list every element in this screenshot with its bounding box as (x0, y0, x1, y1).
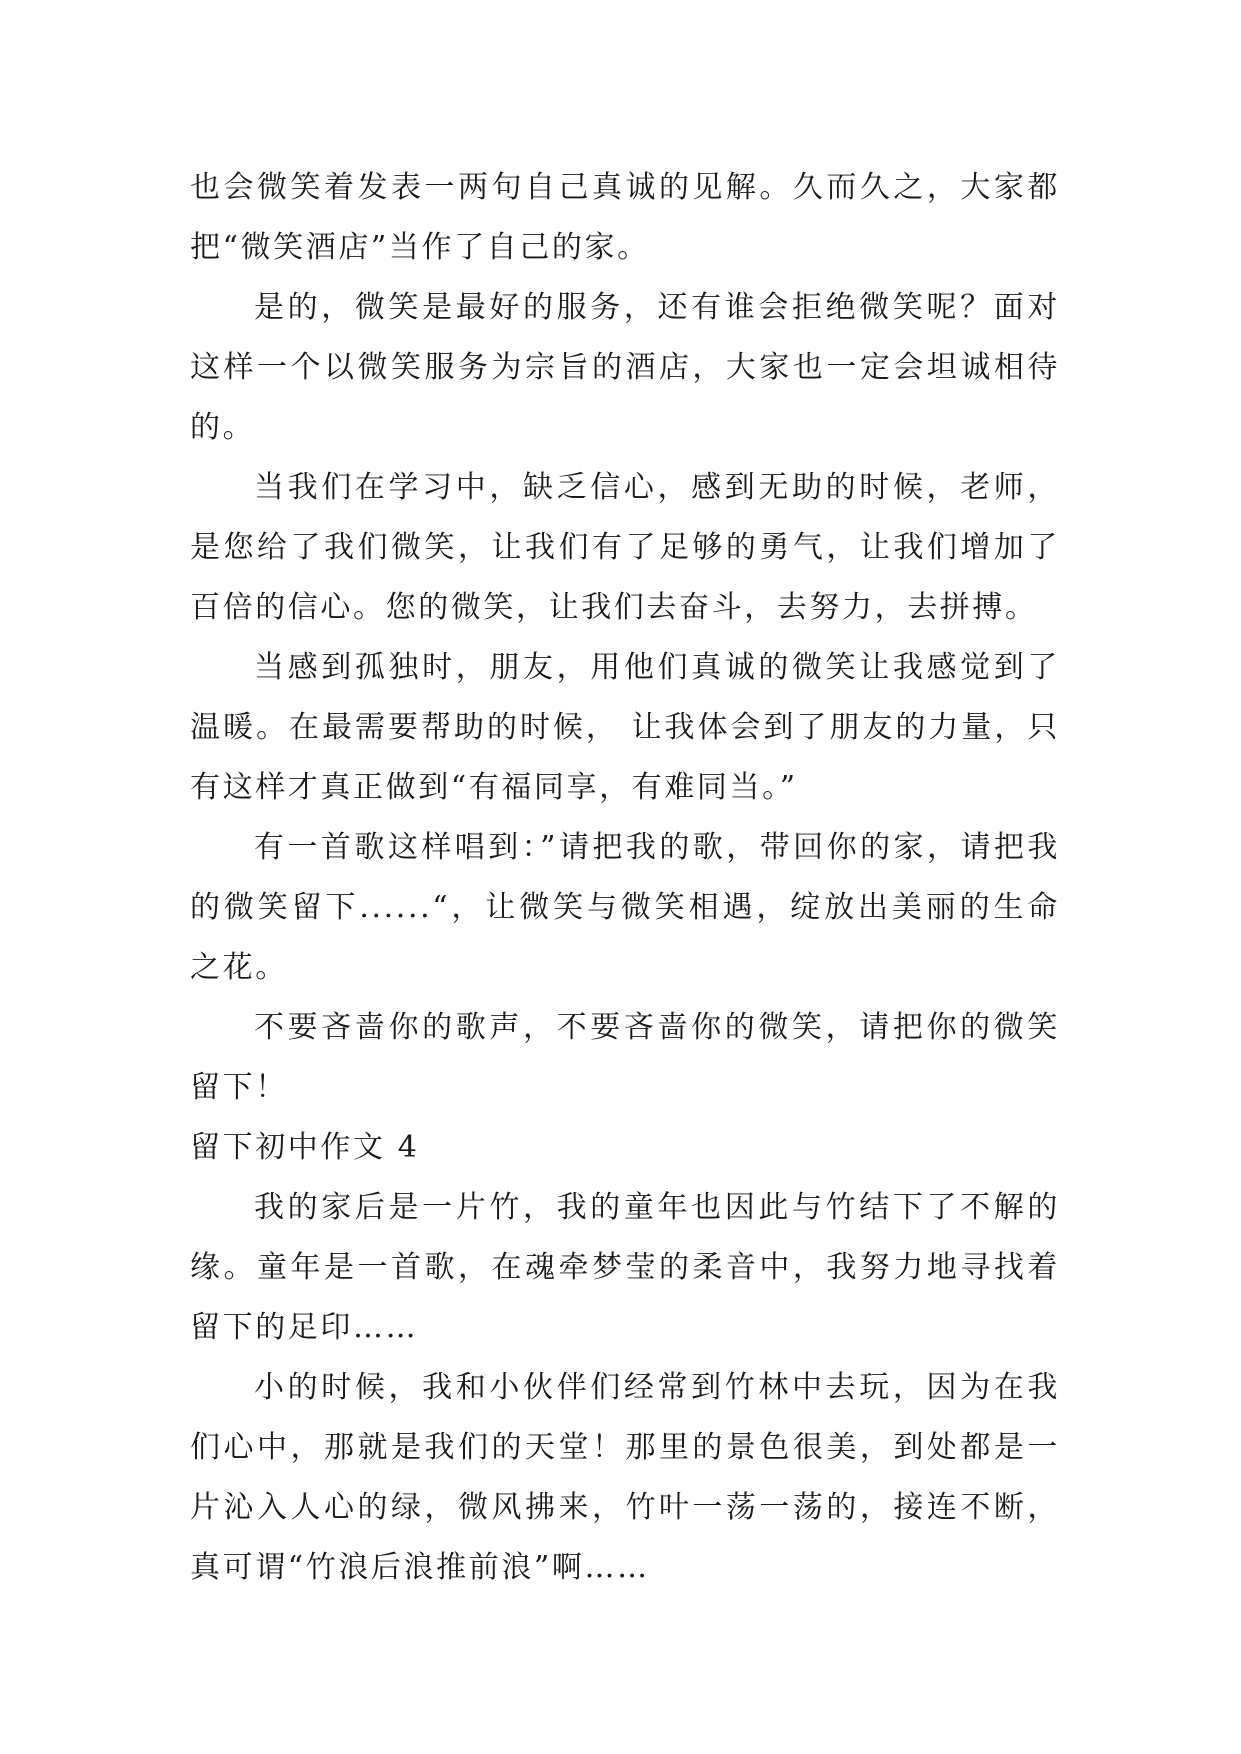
section-title: 留下初中作文 4 (190, 1130, 420, 1165)
paragraph-4: 当感到孤独时，朋友，用他们真诚的微笑让我感觉到了温暖。在最需要帮助的时候， 让我体会到了朋友的力量，只有这样才真正做到“有福同享，有难同当。” (190, 650, 1060, 805)
section-paragraph-1: 我的家后是一片竹，我的童年也因此与竹结下了不解的缘。童年是一首歌，在魂牵梦莹的柔音中，我努力地寻找着留下的足印…… (190, 1190, 1060, 1345)
paragraph-2: 是的，微笑是最好的服务，还有谁会拒绝微笑呢？面对这样一个以微笑服务为宗旨的酒店，大家也一定会坦诚相待的。 (190, 290, 1060, 445)
paragraph-6: 不要吝啬你的歌声，不要吝啬你的微笑，请把你的微笑留下！ (190, 1010, 1060, 1105)
paragraph-3: 当我们在学习中，缺乏信心，感到无助的时候，老师，是您给了我们微笑，让我们有了足够的勇气，让我们增加了百倍的信心。您的微笑，让我们去奋斗，去努力，去拼搏。 (190, 470, 1060, 625)
paragraph-1: 也会微笑着发表一两句自己真诚的见解。久而久之，大家都把“微笑酒店”当作了自己的家。 (190, 170, 1060, 265)
section-paragraph-2: 小的时候，我和小伙伴们经常到竹林中去玩，因为在我们心中，那就是我们的天堂！那里的景色很美，到处都是一片沁入人心的绿，微风拂来，竹叶一荡一荡的，接连不断，真可谓“竹浪后浪推前浪”啊…… (190, 1370, 1060, 1585)
paragraph-5: 有一首歌这样唱到：”请把我的歌，带回你的家，请把我的微笑留下......“，让微笑与微笑相遇，绽放出美丽的生命之花。 (190, 830, 1060, 985)
document-body (190, 158, 1060, 1598)
